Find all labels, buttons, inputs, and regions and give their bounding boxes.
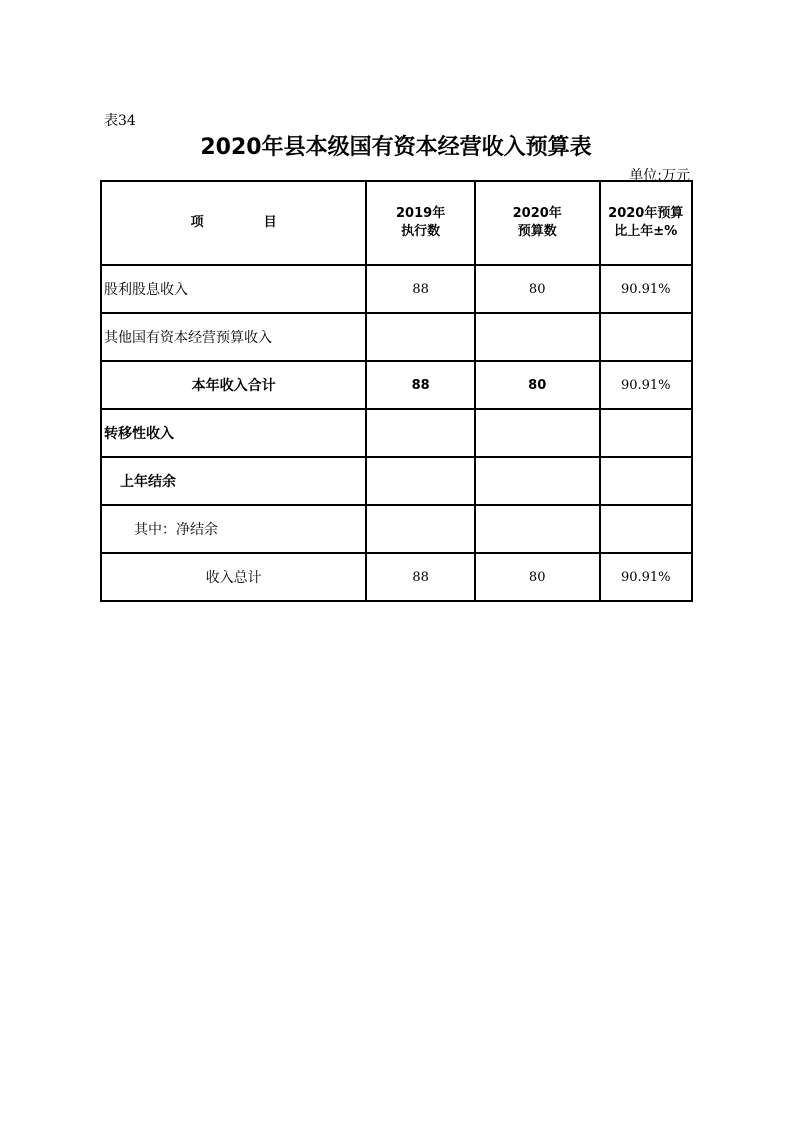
cell-change-pct: [600, 313, 692, 361]
row-label-net-balance: 其中：净结余: [101, 505, 366, 553]
cell-change-pct: 90.91%: [600, 265, 692, 313]
row-label-dividend-income: 股利股息收入: [101, 265, 366, 313]
table-row: [101, 505, 692, 553]
row-label-transfer-income: 转移性收入: [101, 409, 366, 457]
row-label-prior-year-balance: 上年结余: [101, 457, 366, 505]
cell-2019: 88: [366, 553, 475, 601]
column-header-2019-line2: 执行数: [401, 224, 441, 239]
cell-2020: [475, 457, 600, 505]
unit-label: 单位:万元: [629, 168, 690, 184]
cell-change-pct: [600, 409, 692, 457]
table-number: 表34: [104, 113, 136, 129]
row-label-annual-total: 本年收入合计: [101, 361, 366, 409]
cell-2020: [475, 505, 600, 553]
column-header-change-pct: [600, 181, 692, 265]
cell-2019: [366, 313, 475, 361]
table-row: [101, 265, 692, 313]
table-row: [101, 553, 692, 601]
row-label-grand-total: 收入总计: [101, 553, 366, 601]
cell-2020: 80: [475, 361, 600, 409]
column-header-2020-line1: 2020年: [512, 206, 562, 221]
column-header-item-part2: 目: [263, 215, 277, 230]
cell-2019: [366, 409, 475, 457]
column-header-2020-line2: 预算数: [517, 224, 557, 239]
cell-2019: [366, 505, 475, 553]
row-label-other-income: 其他国有资本经营预算收入: [101, 313, 366, 361]
cell-2019: 88: [366, 265, 475, 313]
column-header-change-pct-line2: 比上年±%: [614, 224, 678, 239]
budget-table: [100, 180, 693, 602]
column-header-change-pct-line1: 2020年预算: [608, 206, 684, 221]
table-row: [101, 457, 692, 505]
column-header-2019: [366, 181, 475, 265]
page-title: 2020年县本级国有资本经营收入预算表: [200, 135, 592, 160]
cell-2020: [475, 409, 600, 457]
cell-2019: 88: [366, 361, 475, 409]
cell-change-pct: 90.91%: [600, 361, 692, 409]
cell-change-pct: [600, 505, 692, 553]
cell-change-pct: [600, 457, 692, 505]
cell-2020: 80: [475, 265, 600, 313]
cell-2019: [366, 457, 475, 505]
column-header-2020: [475, 181, 600, 265]
table-row: [101, 409, 692, 457]
table-row: [101, 361, 692, 409]
column-header-2019-line1: 2019年: [396, 206, 446, 221]
cell-change-pct: 90.91%: [600, 553, 692, 601]
column-header-item-part1: 项: [190, 215, 204, 230]
table-row: [101, 313, 692, 361]
cell-2020: [475, 313, 600, 361]
table-header-row: [101, 181, 692, 265]
cell-2020: 80: [475, 553, 600, 601]
column-header-item: [101, 181, 366, 265]
